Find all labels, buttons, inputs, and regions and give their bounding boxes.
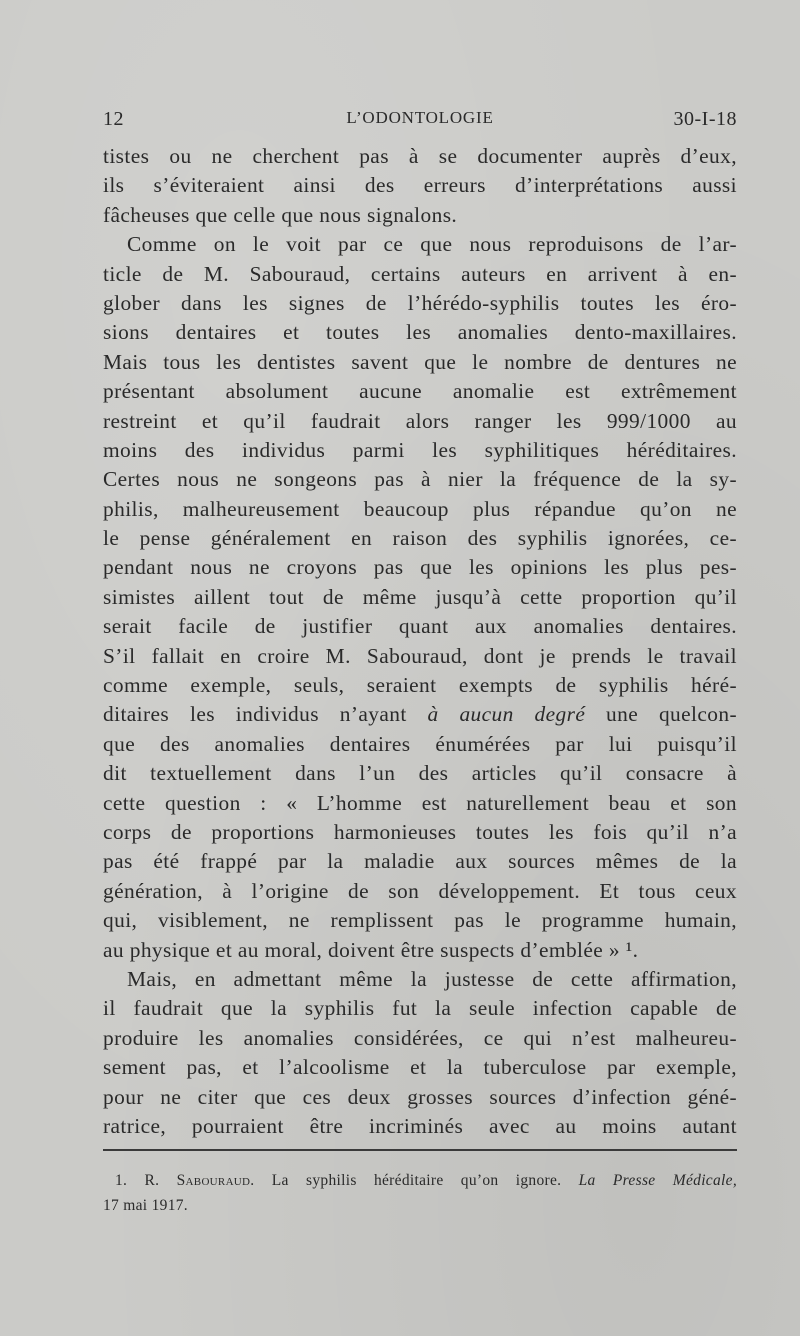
text-line: présentant absolument aucune anomalie est extrêmement (103, 379, 737, 404)
page-number: 12 (103, 108, 124, 130)
text-line: pendant nous ne croyons pas que les opinions les plus pes- (103, 555, 737, 580)
text-line: produire les anomalies considérées, ce qui n’est malheureu- (103, 1025, 737, 1050)
text-line: Comme on le voit par ce que nous reproduisons de l’ar- (127, 232, 737, 257)
text-line: cette question : « L’homme est naturellement beau et son (103, 790, 737, 815)
italic-phrase: à aucun degré (427, 702, 586, 727)
text-line: pas été frappé par la maladie aux sources mêmes de la (103, 849, 737, 874)
text-line: corps de proportions harmonieuses toutes les fois qu’il n’a (103, 819, 737, 844)
text-line: simistes aillent tout de même jusqu’à cette proportion qu’il (103, 584, 737, 609)
text-line: dit textuellement dans l’un des articles qu’il consacre à (103, 761, 737, 786)
text-line: Mais tous les dentistes savent que le nombre de dentures ne (103, 349, 737, 374)
footnote-rule (103, 1149, 737, 1151)
text-line: ticle de M. Sabouraud, certains auteurs en arrivent à en- (103, 261, 737, 286)
text-line: Certes nous ne songeons pas à nier la fréquence de la sy- (103, 467, 737, 492)
text-line: restreint et qu’il faudrait alors ranger les 999/1000 au (103, 408, 737, 433)
text-line: Mais, en admettant même la justesse de cette affirmation, (127, 966, 737, 991)
footnote-journal: La Presse Médicale, (578, 1172, 737, 1189)
footnote-title: La syphilis héréditaire qu’on ignore. (254, 1172, 579, 1189)
text-line: philis, malheureusement beaucoup plus répandue qu’on ne (103, 496, 737, 521)
text-run: ditaires les individus n’ayant (103, 702, 428, 727)
text-line: moins des individus parmi les syphilitiques héréditaires. (103, 437, 737, 462)
footnote-line (103, 1168, 737, 1193)
text-line: il faudrait que la syphilis fut la seule infection capable de (103, 996, 737, 1021)
text-line: qui, visiblement, ne remplissent pas le programme humain, (103, 908, 737, 933)
text-line: ils s’éviteraient ainsi des erreurs d’interprétations aussi (103, 173, 737, 198)
text-line: ratrice, pourraient être incriminés avec au moins autant (103, 1113, 737, 1138)
text-line: le pense généralement en raison des syphilis ignorées, ce- (103, 526, 737, 551)
text-line-with-italic (103, 700, 737, 729)
text-line: pour ne citer que ces deux grosses sources d’infection géné- (103, 1084, 737, 1109)
footnote (103, 1168, 737, 1218)
text-line: que des anomalies dentaires énumérées par lui puisqu’il (103, 731, 737, 756)
text-line: génération, à l’origine de son développement. Et tous ceux (103, 878, 737, 903)
text-line: fâcheuses que celle que nous signalons. (103, 202, 458, 227)
text-run: une quelcon- (585, 702, 737, 727)
text-line: sions dentaires et toutes les anomalies dento-maxillaires. (103, 320, 737, 345)
text-line: tistes ou ne cherchent pas à se documenter auprès d’eux, (103, 144, 737, 168)
text-line: au physique et au moral, doivent être suspects d’emblée » ¹. (103, 937, 639, 962)
issue-date: 30-I-18 (673, 108, 737, 130)
footnote-number: 1. R. (115, 1172, 160, 1189)
text-line: glober dans les signes de l’hérédo-syphilis toutes les éro- (103, 290, 737, 315)
journal-title: L’ODONTOLOGIE (346, 108, 494, 127)
body-text (103, 142, 737, 1141)
text-line: sement pas, et l’alcoolisme et la tuberculose par exemple, (103, 1055, 737, 1080)
footnote-author: Sabouraud. (176, 1172, 255, 1189)
text-line: serait facile de justifier quant aux anomalies dentaires. (103, 614, 737, 639)
text-line: comme exemple, seuls, seraient exempts de syphilis héré- (103, 673, 737, 698)
running-head (103, 108, 737, 138)
text-line: S’il fallait en croire M. Sabouraud, dont je prends le travail (103, 643, 737, 668)
footnote-date: 17 mai 1917. (103, 1197, 188, 1214)
